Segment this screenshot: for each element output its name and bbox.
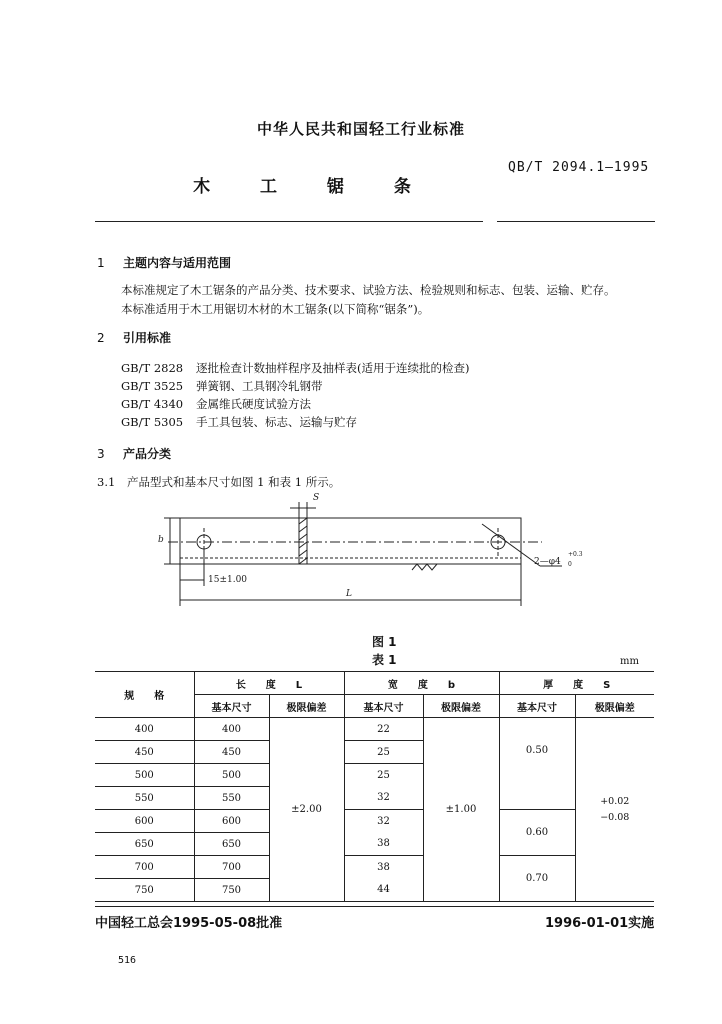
cell-thickness-tolerance [575,718,654,902]
figure-caption: 图 1 [372,635,397,649]
table-row [95,718,654,741]
label-s: S [313,493,320,503]
reference-title: 逐批检查计数抽样程序及抽样表(适用于连续批的检查) [196,361,470,375]
cell-width: 25 [344,764,423,787]
section-2-heading [97,329,171,346]
cell-length: 500 [194,764,269,787]
table-caption: 表 1 [372,653,397,667]
cell-length-tolerance: ±2.00 [269,718,344,902]
reference-code: GB/T 3525 [121,379,184,393]
header-thickness: 厚 度 S [499,672,654,695]
cell-thickness: 0.70 [499,856,575,902]
footer-rule [95,906,654,907]
approval-date: 中国轻工总会1995-05-08批准 [95,916,283,931]
section-1-heading [97,254,231,271]
cell-spec: 700 [95,856,194,879]
cell-thickness: 0.50 [499,741,575,810]
cell-width: 32 [344,810,423,833]
reference-code: GB/T 4340 [121,397,184,411]
label-hole-dia: 2—φ4 [534,557,561,567]
reference-item [121,360,469,376]
cell-length: 600 [194,810,269,833]
cell-width: 25 [344,741,423,764]
label-b: b [158,535,164,545]
table-unit: mm [620,656,639,667]
reference-code: GB/T 2828 [121,361,184,375]
reference-title: 弹簧钢、工具钢冷轧钢带 [196,379,323,393]
cell-spec: 500 [95,764,194,787]
section-title: 产品分类 [123,447,172,461]
teeth-zigzag [412,564,437,570]
header-tolerance: 极限偏差 [423,695,499,718]
section-1-paragraph-2: 本标准适用于木工用锯切木材的木工锯条(以下简称“锯条”)。 [121,302,430,316]
label-hole-tol-lower: 0 [568,561,572,568]
section-1-paragraph-1: 本标准规定了木工锯条的产品分类、技术要求、试验方法、检验规则和标志、包装、运输、贮存。 [121,283,616,297]
cell-width: 38 [344,833,423,856]
cell-width: 44 [344,879,423,902]
reference-title: 金属维氏硬度试验方法 [196,397,311,411]
effective-date: 1996-01-01实施 [545,916,655,931]
header-spec: 规 格 [95,672,194,718]
header-basic-size: 基本尺寸 [344,695,423,718]
cell-spec: 650 [95,833,194,856]
cell-spec: 450 [95,741,194,764]
header-rule-left [95,221,483,222]
cell-length: 400 [194,718,269,741]
tolerance-plus: +0.02 [600,795,630,807]
page-title: 木 工 锯 条 [193,177,433,197]
cell-spec: 400 [95,718,194,741]
section-number: 3 [97,447,105,461]
section-title: 引用标准 [123,331,172,345]
cell-length: 550 [194,787,269,810]
tolerance-minus: −0.08 [600,811,630,823]
header-tolerance: 极限偏差 [269,695,344,718]
section-title: 主题内容与适用范围 [123,256,232,270]
blade-outline [180,518,521,564]
cell-width: 22 [344,718,423,741]
cell-thickness: 0.60 [499,810,575,856]
cell-length: 650 [194,833,269,856]
label-hole-offset: 15±1.00 [208,575,248,585]
header-basic-size: 基本尺寸 [194,695,269,718]
header-width: 宽 度 b [344,672,499,695]
cell-spec: 550 [95,787,194,810]
cell-width: 38 [344,856,423,879]
section-3-heading [97,445,171,462]
dimension-table [95,671,654,902]
cell-length: 750 [194,879,269,902]
label-length: L [346,589,352,599]
header-tolerance: 极限偏差 [575,695,654,718]
label-hole-tol-upper: +0.3 [568,551,583,558]
section-number: 2 [97,331,105,345]
cell-spec: 750 [134,884,154,896]
table-row [95,856,654,879]
hole-leader-line [482,524,540,566]
reference-code: GB/T 5305 [121,415,184,429]
header-length: 长 度 L [194,672,344,695]
cell-width-tolerance: ±1.00 [423,718,499,902]
header-rule-right [497,221,655,222]
cell-width: 32 [344,787,423,810]
table-row [95,810,654,833]
standard-number: QB/T 2094.1—1995 [508,160,650,175]
reference-item [121,396,311,412]
subsection-text: 产品型式和基本尺寸如图 1 和表 1 所示。 [127,475,341,489]
standard-category: 中华人民共和国轻工行业标准 [256,120,465,138]
subsection-number: 3.1 [97,475,116,489]
header-basic-size: 基本尺寸 [499,695,575,718]
thickness-section [299,518,307,564]
page-number: 516 [118,955,137,966]
cell-length: 700 [194,856,269,879]
reference-title: 手工具包装、标志、运输与贮存 [196,415,357,429]
cell-length: 450 [194,741,269,764]
reference-item [121,378,323,394]
saw-blade-drawing [150,488,590,610]
cell-spec: 600 [95,810,194,833]
reference-item [121,414,357,430]
table-row [95,741,654,764]
section-number: 1 [97,256,105,270]
